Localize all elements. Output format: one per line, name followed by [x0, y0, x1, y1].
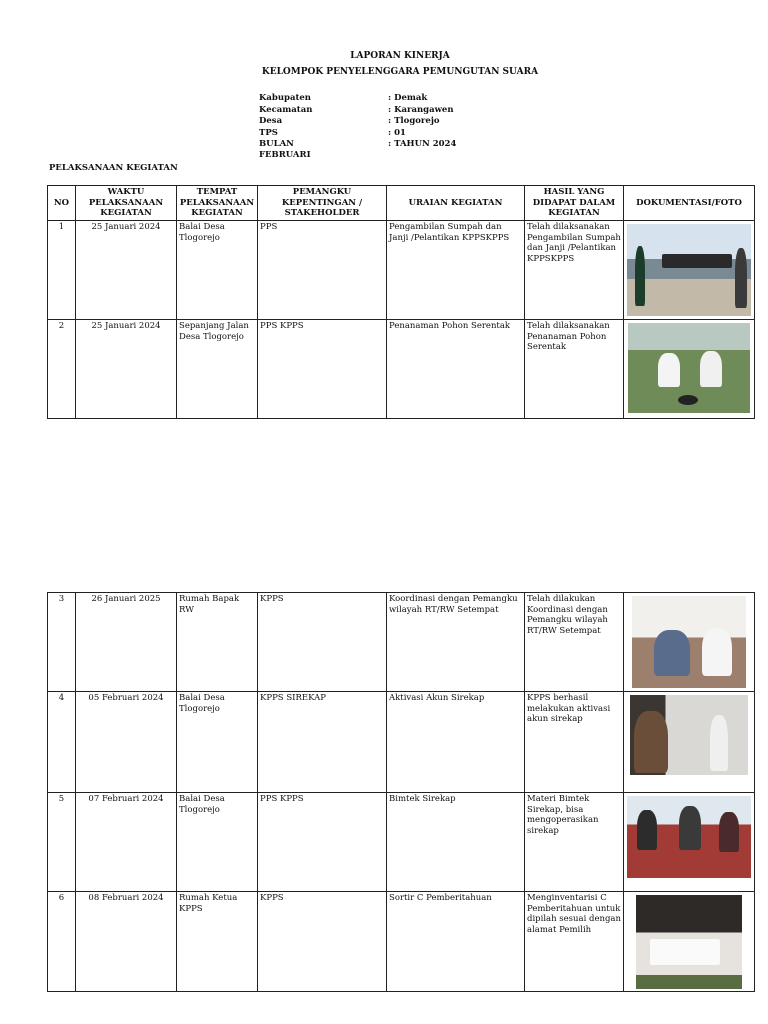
- cell-waktu: 26 Januari 2025: [76, 593, 177, 692]
- col-header-pemangku: PEMANGKU KEPENTINGAN / STAKEHOLDER: [258, 186, 387, 221]
- info-label: Kecamatan: [259, 104, 313, 115]
- cell-no: 4: [48, 692, 76, 793]
- cell-waktu: 07 Februari 2024: [76, 793, 177, 892]
- activity-table: [47, 185, 755, 419]
- section-title: PELAKSANAAN KEGIATAN: [49, 163, 178, 173]
- col-header-waktu: WAKTU PELAKSANAAN KEGIATAN: [76, 186, 177, 221]
- info-value: : Karangawen: [388, 104, 454, 115]
- cell-pemangku: PPS: [258, 220, 387, 319]
- cell-foto: [624, 692, 755, 793]
- table-header-row: [48, 186, 755, 221]
- cell-no: 1: [48, 220, 76, 319]
- cell-hasil: Telah dilaksanakan Pengambilan Sumpah dan Janji /Pelantikan KPPSKPPS: [525, 220, 624, 319]
- cell-pemangku: KPPS: [258, 593, 387, 692]
- cell-no: 3: [48, 593, 76, 692]
- cell-uraian: Pengambilan Sumpah dan Janji /Pelantikan KPPSKPPS: [387, 220, 525, 319]
- cell-uraian: Aktivasi Akun Sirekap: [387, 692, 525, 793]
- cell-tempat: Balai Desa Tlogorejo: [177, 793, 258, 892]
- cell-no: 2: [48, 319, 76, 418]
- cell-foto: [624, 220, 755, 319]
- report-subtitle: KELOMPOK PENYELENGGARA PEMUNGUTAN SUARA: [261, 67, 539, 77]
- info-value: : TAHUN 2024: [388, 139, 457, 149]
- col-header-hasil: HASIL YANG DIDAPAT DALAM KEGIATAN: [525, 186, 624, 221]
- table-row: [48, 793, 755, 892]
- info-value: : Tlogorejo: [388, 116, 440, 126]
- photo-oath-ceremony: [627, 224, 751, 316]
- cell-tempat: Rumah Ketua KPPS: [177, 892, 258, 992]
- photo-coordination: [632, 596, 746, 688]
- cell-waktu: 05 Februari 2024: [76, 692, 177, 793]
- cell-pemangku: KPPS: [258, 892, 387, 992]
- col-header-uraian: URAIAN KEGIATAN: [387, 186, 525, 221]
- cell-hasil: Materi Bimtek Sirekap, bisa mengoperasikan sirekap: [525, 793, 624, 892]
- cell-foto: [624, 319, 755, 418]
- cell-tempat: Balai Desa Tlogorejo: [177, 692, 258, 793]
- info-label: BULAN FEBRUARI: [259, 139, 311, 160]
- photo-sorting: [636, 895, 742, 989]
- table-row: [48, 319, 755, 418]
- cell-tempat: Rumah Bapak RW: [177, 593, 258, 692]
- info-label: Kabupaten: [259, 93, 311, 103]
- cell-uraian: Bimtek Sirekap: [387, 793, 525, 892]
- info-value: : Demak: [388, 93, 428, 103]
- table-row: [48, 692, 755, 793]
- cell-waktu: 25 Januari 2024: [76, 220, 177, 319]
- cell-foto: [624, 892, 755, 992]
- cell-uraian: Koordinasi dengan Pemangku wilayah RT/RW Setempat: [387, 593, 525, 692]
- cell-no: 5: [48, 793, 76, 892]
- cell-pemangku: PPS KPPS: [258, 793, 387, 892]
- photo-tree-planting: [628, 323, 750, 413]
- info-label: Desa: [259, 116, 283, 126]
- cell-no: 6: [48, 892, 76, 992]
- col-header-tempat: TEMPAT PELAKSANAAN KEGIATAN: [177, 186, 258, 221]
- cell-hasil: Telah dilakukan Koordinasi dengan Pemangku wilayah RT/RW Setempat: [525, 593, 624, 692]
- cell-hasil: KPPS berhasil melakukan aktivasi akun sirekap: [525, 692, 624, 793]
- cell-pemangku: PPS KPPS: [258, 319, 387, 418]
- cell-foto: [624, 793, 755, 892]
- cell-waktu: 08 Februari 2024: [76, 892, 177, 992]
- info-value: : 01: [388, 127, 406, 138]
- table-row: [48, 593, 755, 692]
- info-label: TPS: [259, 127, 278, 138]
- cell-hasil: Telah dilaksanakan Penanaman Pohon Serentak: [525, 319, 624, 418]
- cell-tempat: Sepanjang Jalan Desa Tlogorejo: [177, 319, 258, 418]
- cell-tempat: Balai Desa Tlogorejo: [177, 220, 258, 319]
- cell-hasil: Menginventarisi C Pemberitahuan untuk dipilah sesuai dengan alamat Pemilih: [525, 892, 624, 992]
- cell-uraian: Penanaman Pohon Serentak: [387, 319, 525, 418]
- col-header-no: NO: [48, 186, 76, 221]
- col-header-foto: DOKUMENTASI/FOTO: [624, 186, 755, 221]
- report-title: LAPORAN KINERJA: [350, 51, 450, 61]
- photo-account-activation: [630, 695, 748, 775]
- cell-uraian: Sortir C Pemberitahuan: [387, 892, 525, 992]
- table-row: [48, 892, 755, 992]
- photo-training: [627, 796, 751, 878]
- cell-foto: [624, 593, 755, 692]
- activity-table-continued: [47, 592, 755, 992]
- cell-pemangku: KPPS SIREKAP: [258, 692, 387, 793]
- cell-waktu: 25 Januari 2024: [76, 319, 177, 418]
- table-row: [48, 220, 755, 319]
